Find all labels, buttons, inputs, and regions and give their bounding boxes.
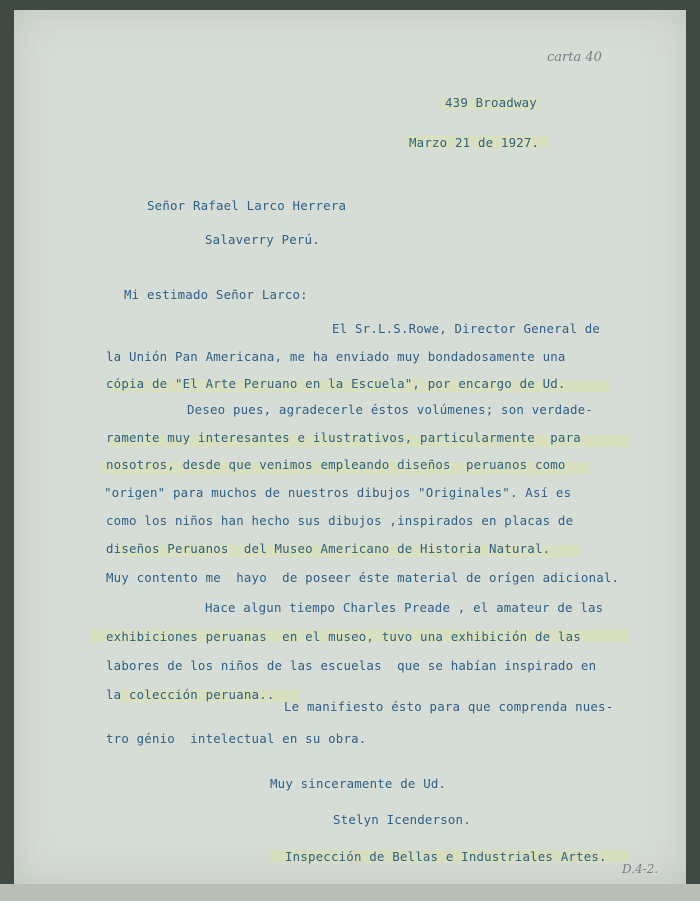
archive-note-top: carta 40 xyxy=(547,50,602,65)
body-line: tro génio intelectual en su obra. xyxy=(106,731,367,746)
body-line: nosotros, desde que venimos empleando diseños peruanos como xyxy=(106,457,566,472)
body-line: El Sr.L.S.Rowe, Director General de xyxy=(332,321,601,336)
recipient-name: Señor Rafael Larco Herrera xyxy=(147,198,347,213)
body-line: labores de los niños de las escuelas que se habían inspirado en xyxy=(106,658,597,673)
recipient-place: Salaverry Perú. xyxy=(205,232,320,247)
closing: Muy sinceramente de Ud. xyxy=(270,776,447,791)
scan-bottom-edge xyxy=(0,884,700,901)
letter-date: Marzo 21 de 1927. xyxy=(409,135,540,150)
body-line: diseños Peruanos del Museo Americano de Historia Natural. xyxy=(106,541,551,556)
body-line: cópia de "El Arte Peruano en la Escuela", por encargo de Ud. xyxy=(106,376,566,391)
body-line: Deseo pues, agradecerle éstos volúmenes; son verdade- xyxy=(187,402,593,417)
body-line: Hace algun tiempo Charles Preade , el amateur de las xyxy=(205,600,604,615)
archive-note-bottom: D.4-2. xyxy=(622,862,659,876)
body-line: exhibiciones peruanas en el museo, tuvo una exhibición de las xyxy=(106,629,581,644)
body-line: como los niños han hecho sus dibujos ,inspirados en placas de xyxy=(106,513,574,528)
signature: Stelyn Icenderson. xyxy=(333,812,471,827)
body-line: Le manifiesto ésto para que comprenda nues- xyxy=(284,699,614,714)
sender-address: 439 Broadway xyxy=(445,95,537,110)
signer-title: Inspección de Bellas e Industriales Artes. xyxy=(285,849,607,864)
salutation: Mi estimado Señor Larco: xyxy=(124,287,308,302)
letter-page xyxy=(14,10,686,884)
body-line: ramente muy interesantes e ilustrativos, particularmente para xyxy=(106,430,581,445)
body-line: la Unión Pan Americana, me ha enviado muy bondadosamente una xyxy=(106,349,566,364)
body-line: "origen" para muchos de nuestros dibujos "Originales". Así es xyxy=(104,485,572,500)
body-line: la colección peruana.. xyxy=(106,687,275,702)
body-line: Muy contento me hayo de poseer éste material de orígen adicional. xyxy=(106,570,620,585)
